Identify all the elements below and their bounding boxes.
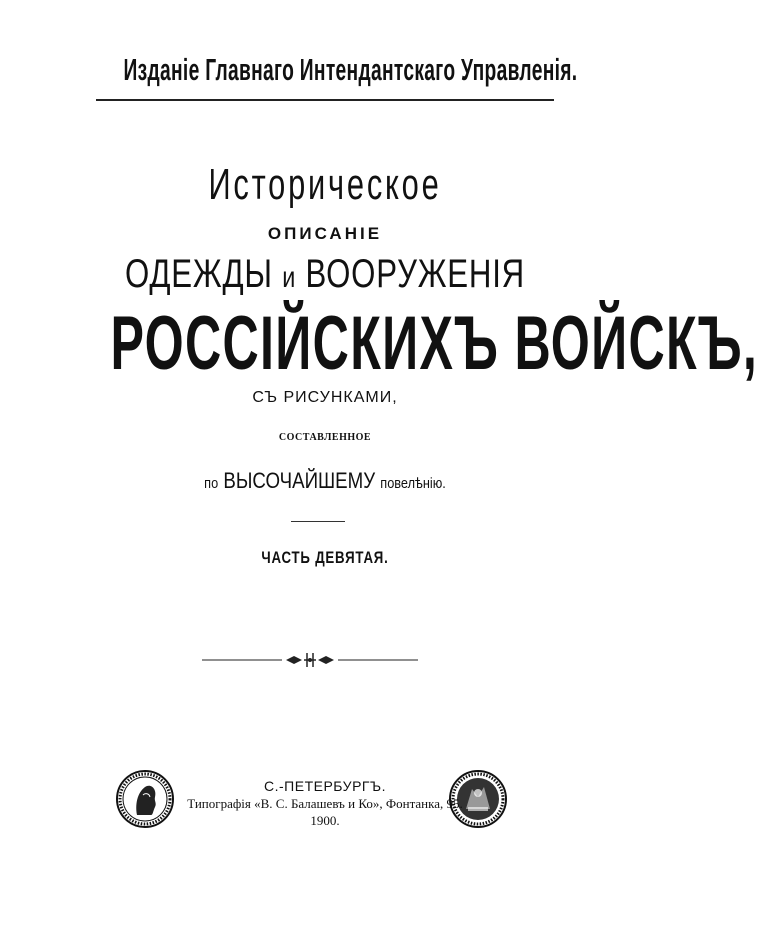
command-highest: ВЫСОЧАЙШЕМУ	[223, 468, 376, 493]
imprint-printer: Типографія «В. С. Балашевъ и Ко», Фонтанка, 95.	[187, 796, 463, 811]
imprint-city: С.-ПЕТЕРБУРГЪ.	[264, 778, 386, 794]
title-line-russian-troops: РОССІЙСКИХЪ ВОЙСКЪ,	[110, 301, 758, 386]
title-and: и	[282, 261, 297, 294]
subtitle-imperial-command	[49, 468, 602, 494]
title-line-historical: Историческое	[208, 160, 442, 209]
subtitle-illustrations: СЪ РИСУНКАМИ,	[252, 389, 398, 406]
command-order: повелѣнію.	[380, 475, 446, 492]
title-clothing: ОДЕЖДЫ	[125, 252, 273, 296]
imprint	[0, 778, 650, 829]
title-line-description: ОПИСАНІЕ	[267, 224, 383, 243]
short-divider	[291, 521, 345, 522]
command-by: по	[204, 475, 219, 492]
ornament-divider	[200, 648, 420, 672]
part-number: ЧАСТЬ ДЕВЯТАЯ.	[261, 548, 389, 567]
publisher-underline	[96, 99, 554, 101]
title-line-clothing-arms	[72, 252, 579, 297]
title-arms: ВООРУЖЕНІЯ	[305, 252, 525, 296]
imprint-year: 1900.	[310, 813, 340, 828]
subtitle-compiled: СОСТАВЛЕННОЕ	[278, 432, 372, 443]
publisher-line: Изданіе Главнаго Интендантскаго Управленія.	[123, 52, 578, 87]
